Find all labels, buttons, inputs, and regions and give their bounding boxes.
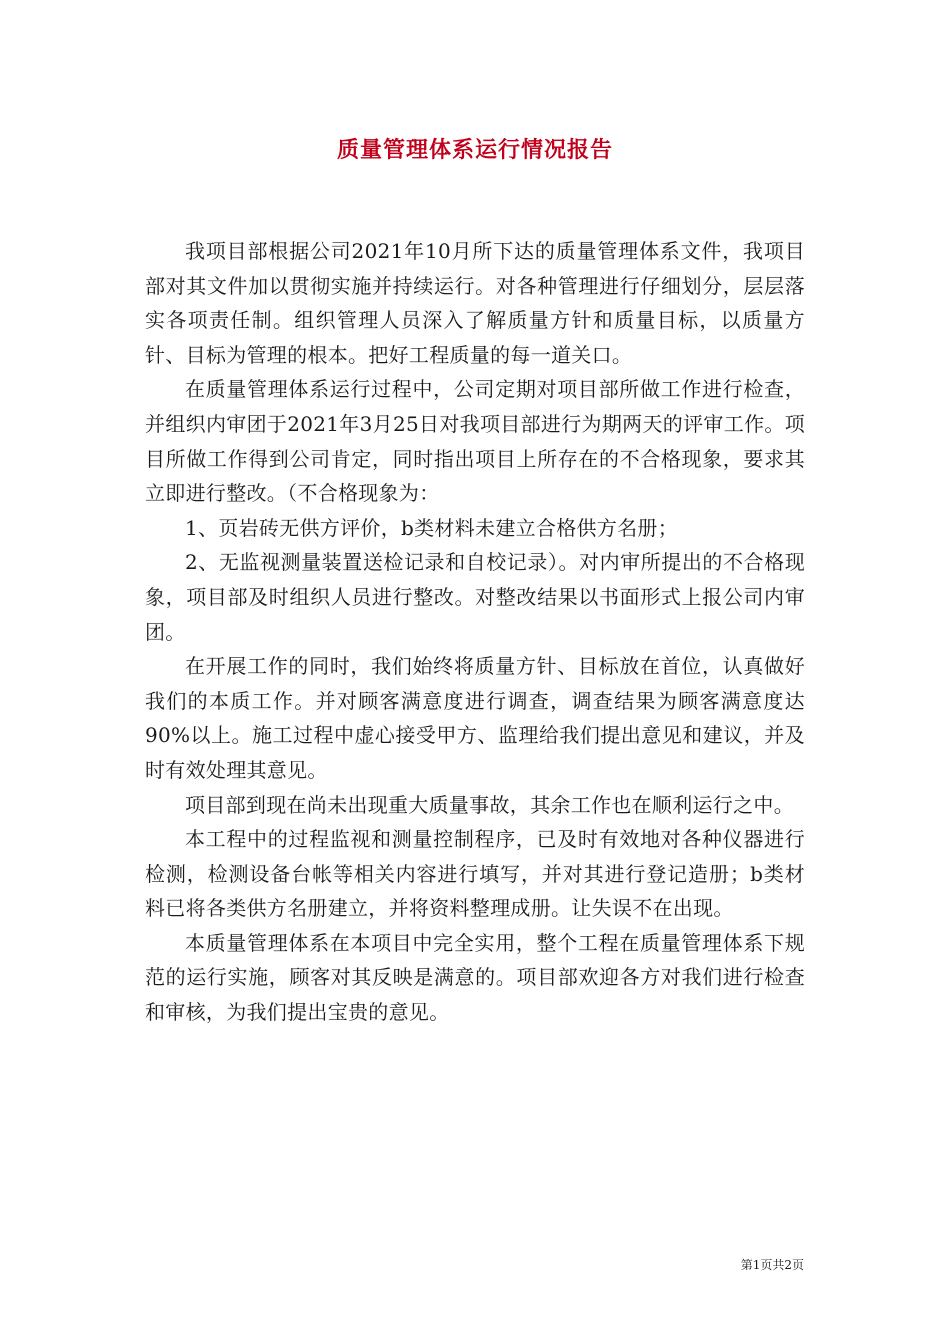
paragraph: 本质量管理体系在本项目中完全实用，整个工程在质量管理体系下规范的运行实施，顾客对其反映是满意的。项目部欢迎各方对我们进行检查和审核，为我们提出宝贵的意见。 bbox=[145, 930, 805, 1025]
page-number: 第1页共2页 bbox=[740, 1258, 804, 1272]
paragraph: 项目部到现在尚未出现重大质量事故，其余工作也在顺利运行之中。 bbox=[185, 792, 794, 817]
document-title: 质量管理体系运行情况报告 bbox=[336, 138, 613, 163]
paragraph: 1、页岩砖无供方评价，b类材料未建立合格供方名册； bbox=[185, 515, 679, 540]
document-body bbox=[145, 234, 805, 1030]
paragraph: 2、无监视测量装置送检记录和自校记录）。对内审所提出的不合格现象，项目部及时组织人员进行整改。对整改结果以书面形式上报公司内审团。 bbox=[145, 550, 805, 644]
paragraph: 本工程中的过程监视和测量控制程序，已及时有效地对各种仪器进行检测，检测设备台帐等相关内容进行填写，并对其进行登记造册；b类材料已将各类供方名册建立，并将资料整理成册。让失误不在出现。 bbox=[145, 827, 805, 921]
paragraph: 在开展工作的同时，我们始终将质量方针、目标放在首位，认真做好我们的本质工作。并对顾客满意度进行调查，调查结果为顾客满意度达90%以上。施工过程中虚心接受甲方、监理给我们提出意见和建议，并及时有效处理其意见。 bbox=[145, 654, 805, 782]
paragraph: 我项目部根据公司2021年10月所下达的质量管理体系文件，我项目部对其文件加以贯彻实施并持续运行。对各种管理进行仔细划分，层层落实各项责任制。组织管理人员深入了解质量方针和质量目标，以质量方针、目标为管理的根本。把好工程质量的每一道关口。 bbox=[145, 239, 805, 367]
paragraph: 在质量管理体系运行过程中，公司定期对项目部所做工作进行检查，并组织内审团于2021年3月25日对我项目部进行为期两天的评审工作。项目所做工作得到公司肯定，同时指出项目上所存在的不合格现象，要求其立即进行整改。（不合格现象为： bbox=[145, 377, 805, 506]
